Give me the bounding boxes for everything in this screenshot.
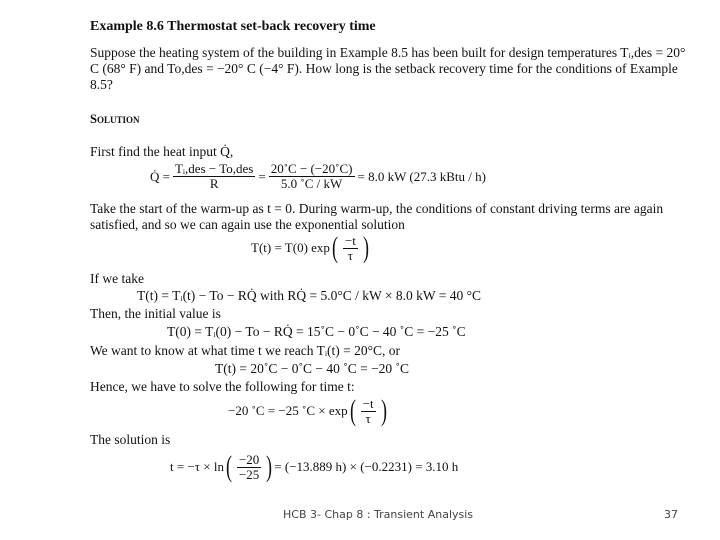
eq-den: 5.0 ˚C / kW	[280, 176, 343, 191]
eq-den: τ	[347, 247, 354, 263]
text-if: If we take	[90, 271, 144, 286]
eq-den: −25	[238, 466, 260, 482]
eq-part: =	[258, 168, 266, 184]
problem-line: Suppose the heating system of the building in Example 8.5 has been built for design temperatures Tᵢ,des = 20°	[90, 45, 686, 60]
eq-num: Tᵢ,des − To,des	[174, 161, 254, 176]
text-take1: Take the start of the warm-up as t = 0. During warm-up, the conditions of constant driving terms are again	[90, 201, 664, 216]
equation-final: t = −τ × ln ( $\frac{-20}{-25}$ ) = (−13.889 h) × (−0.2231) = 3.10 h	[170, 450, 459, 483]
equation-target: T(t) = 20˚C − 0˚C − 40 ˚C = −20 ˚C	[215, 361, 410, 376]
equation-exponential: T(t) = T(0) exp ( $\frac{-t}{\tau}$ )	[251, 231, 369, 264]
eq-den: τ	[365, 410, 371, 426]
eq-den: R	[209, 176, 219, 191]
text-take2: satisfied, and so we can again use the exponential solution	[90, 217, 405, 232]
footer-caption: HCB 3- Chap 8 : Transient Analysis	[283, 508, 474, 521]
eq-num: −20	[238, 451, 260, 467]
page-number: 37	[664, 508, 678, 521]
eq-part: T(t) = T(0) exp	[251, 240, 330, 255]
eq-part: = 8.0 kW (27.3 kBtu / h)	[357, 168, 486, 184]
example-title: Example 8.6 Thermostat set-back recovery time	[90, 19, 376, 34]
text-then: Then, the initial value is	[90, 306, 221, 321]
equation-definition: T(t) = Tᵢ(t) − To − RQ̇ with RQ̇ = 5.0°C / kW × 8.0 kW = 40 °C	[137, 288, 481, 303]
equation-heat-input	[150, 162, 486, 191]
problem-line: C (68° F) and To,des = −20° C (−4° F). How long is the setback recovery time for the conditions of Example	[90, 61, 678, 76]
problem-line: 8.5?	[90, 77, 113, 92]
text-solution: The solution is	[90, 432, 171, 447]
eq-num: 20˚C − (−20˚C)	[270, 161, 353, 176]
solution-heading: Solution	[90, 112, 140, 126]
equation-solve: −20 ˚C = −25 ˚C × exp ( $\frac{-t}{\tau}$ )	[228, 394, 387, 427]
text-first: First find the heat input Q̇,	[90, 144, 234, 159]
equation-initial: T(0) = Tᵢ(0) − To − RQ̇ = 15˚C − 0˚C − 40 ˚C = −25 ˚C	[167, 324, 466, 339]
eq-part: −20 ˚C = −25 ˚C × exp	[228, 403, 348, 418]
eq-part: Q̇ =	[150, 168, 170, 184]
eq-part: = (−13.889 h) × (−0.2231) = 3.10 h	[274, 459, 459, 474]
text-want: We want to know at what time t we reach Tᵢ(t) = 20°C, or	[90, 343, 401, 358]
eq-num: −t	[362, 395, 374, 411]
text-hence: Hence, we have to solve the following for time t:	[90, 379, 355, 394]
eq-part: t = −τ × ln	[170, 459, 224, 474]
eq-num: −t	[344, 232, 356, 248]
